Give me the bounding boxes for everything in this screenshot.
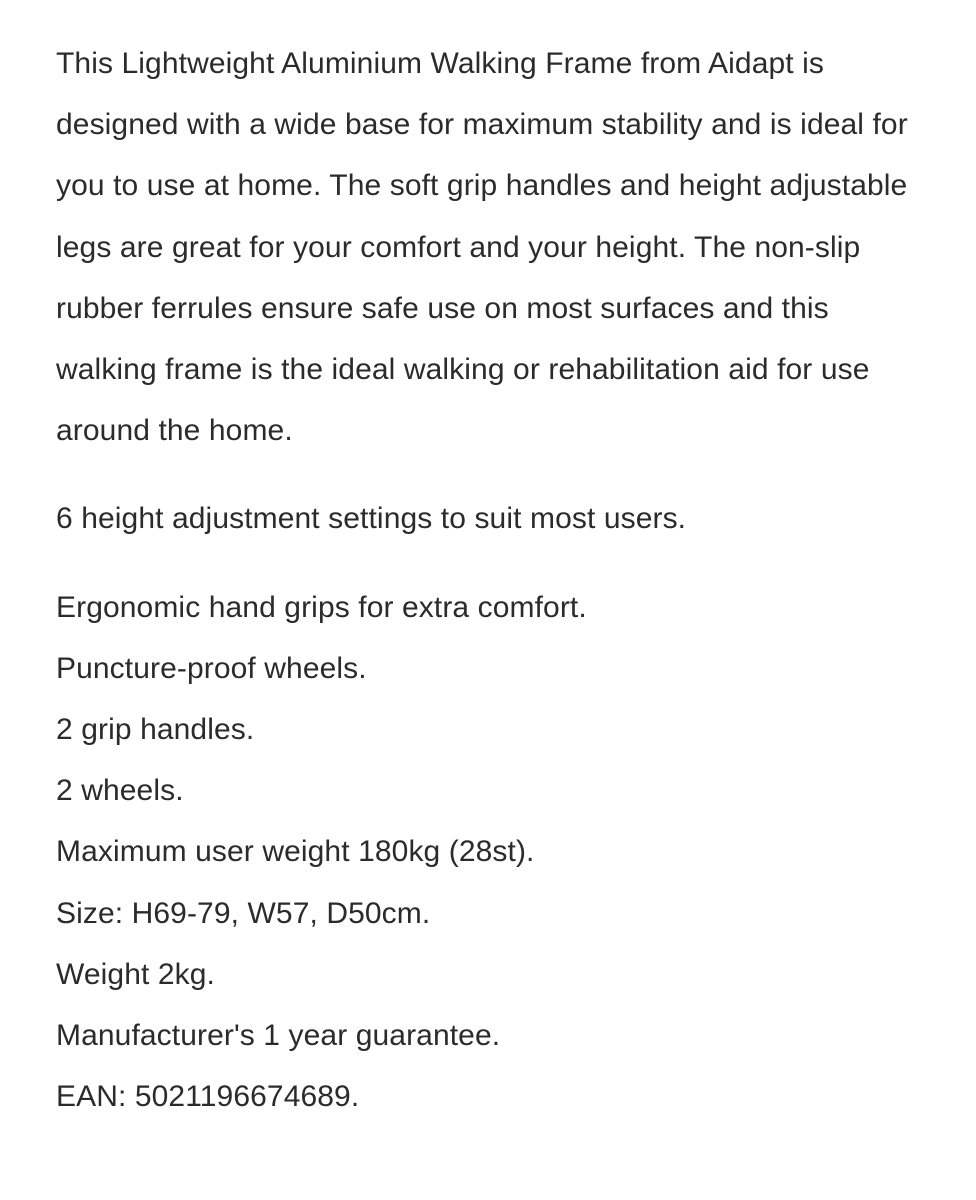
feature-hand-grips: Ergonomic hand grips for extra comfort. <box>56 590 587 624</box>
spec-ean: EAN: 5021196674689. <box>56 1080 360 1114</box>
spec-wheels-puncture-proof: Puncture-proof wheels. <box>56 651 367 685</box>
spec-weight: Weight 2kg. <box>56 957 215 991</box>
spec-wheels-count: 2 wheels. <box>56 774 184 808</box>
spec-size: Size: H69-79, W57, D50cm. <box>56 896 431 930</box>
spec-guarantee: Manufacturer's 1 year guarantee. <box>56 1019 501 1053</box>
feature-height-adjustment: 6 height adjustment settings to suit most users. <box>56 502 687 536</box>
spec-max-user-weight: Maximum user weight 180kg (28st). <box>56 835 535 869</box>
product-description-paragraph: This Lightweight Aluminium Walking Frame from Aidapt is designed with a wide base for maximum stability and is ideal for you to use at home. The soft grip handles and height adjustable legs are great for your comfort and your height. The non-slip rubber ferrules ensure safe use on most surfaces and this walking frame is the ideal walking or rehabilitation aid for use around the home. <box>56 47 908 448</box>
specs-list <box>56 638 936 1128</box>
product-description-page <box>56 33 936 1127</box>
spec-grip-handles: 2 grip handles. <box>56 713 255 747</box>
